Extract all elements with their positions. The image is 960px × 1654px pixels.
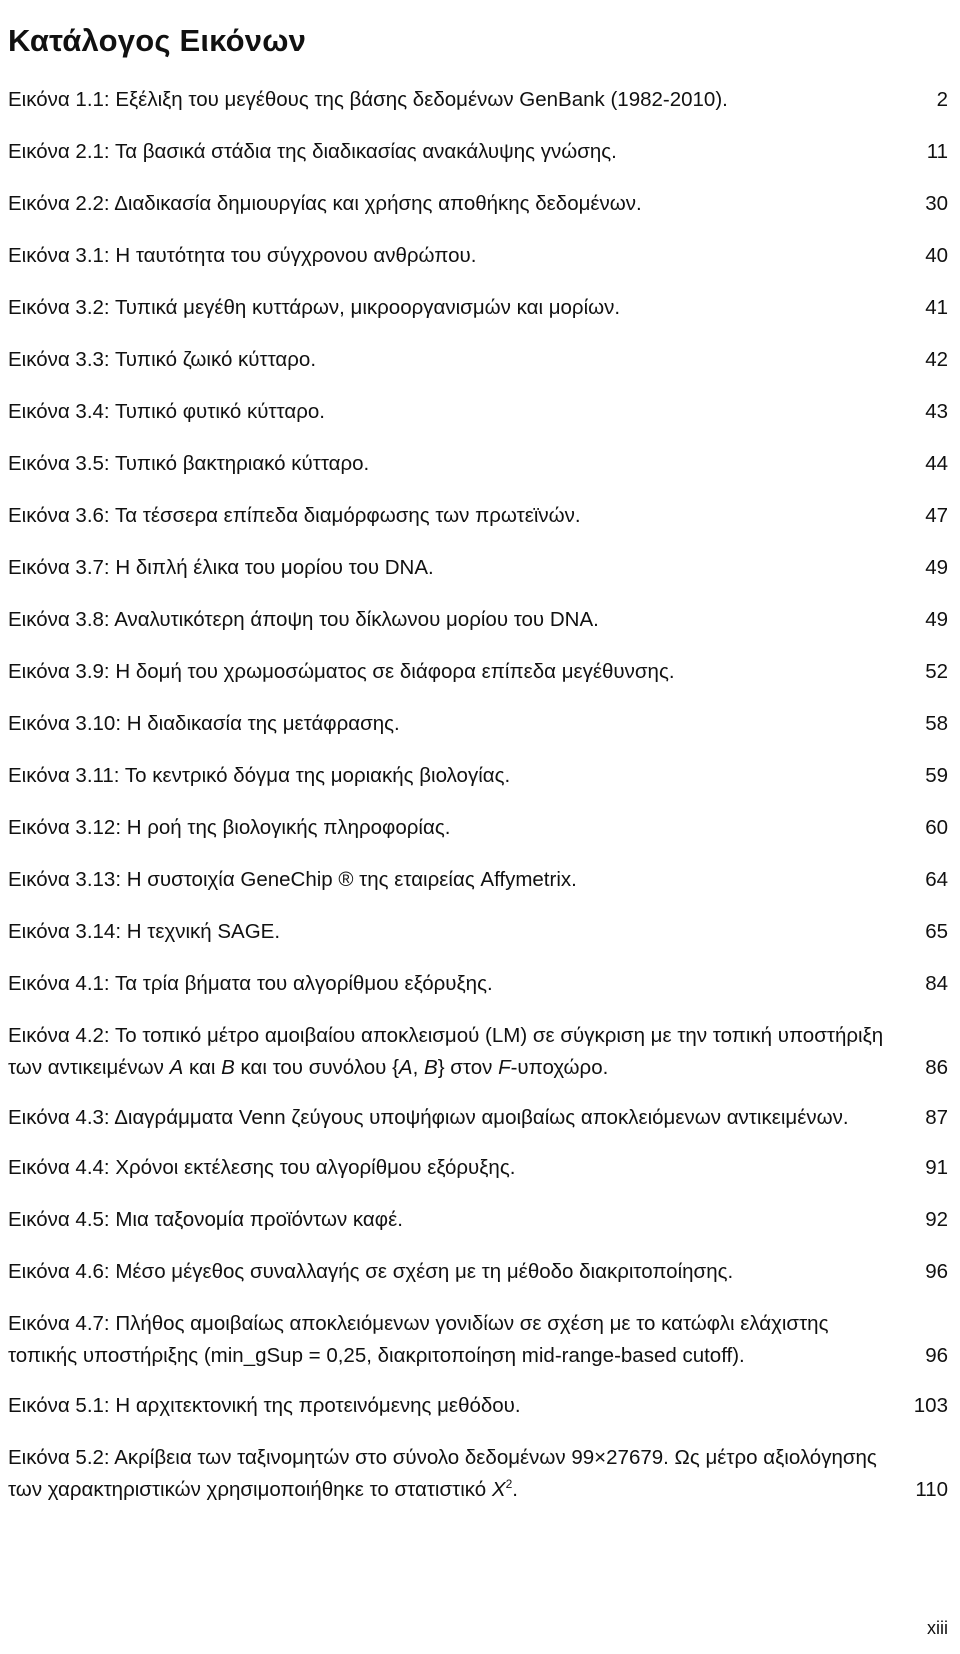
entry-title: Τα βασικά στάδια της διαδικασίας ανακάλυψης γνώσης.	[114, 140, 617, 163]
entry-label: Εικόνα 3.7:	[8, 556, 110, 579]
toc-entry-4-1[interactable]	[8, 968, 948, 1000]
entry-page-number: 42	[925, 348, 948, 371]
toc-entry-3-4[interactable]	[8, 396, 948, 428]
entry-title: Η ροή της βιολογικής πληροφορίας.	[126, 816, 451, 839]
toc-entry-5-1[interactable]	[8, 1390, 948, 1422]
entry-page-number: 47	[925, 504, 948, 527]
toc-entry-4-2[interactable]	[8, 1020, 948, 1084]
entry-page-number: 84	[925, 972, 948, 995]
entry-label: Εικόνα 3.9:	[8, 660, 110, 683]
superscript: 2	[505, 1477, 513, 1491]
entry-label: Εικόνα 3.1:	[8, 244, 110, 267]
toc-entry-3-1[interactable]	[8, 240, 948, 272]
toc-entry-3-13[interactable]	[8, 864, 948, 896]
entry-title: Η συστοιχία GeneChip ® της εταιρείας Affymetrix.	[126, 868, 577, 891]
entry-label: Εικόνα 5.2:	[8, 1446, 110, 1469]
entry-page-number: 41	[925, 296, 948, 319]
entry-title: Τυπικό ζωικό κύτταρο.	[114, 348, 317, 371]
toc-entry-4-6[interactable]	[8, 1256, 948, 1288]
entry-page-number: 65	[925, 920, 948, 943]
toc-entry-2-1[interactable]	[8, 136, 948, 168]
entry-title-part: Ακρίβεια των ταξινομητών στο σύνολο δεδομένων 99×27679. Ως μέτρο αξιολόγησης των χαρακτηριστικών χρησιμοποιήθηκε το στατιστικό	[8, 1446, 877, 1501]
math-variable: A	[398, 1056, 413, 1079]
entry-title-part: .	[512, 1478, 518, 1501]
toc-entry-4-3[interactable]	[8, 1102, 948, 1134]
entry-title: Τυπικό φυτικό κύτταρο.	[114, 400, 325, 423]
entry-page-number: 58	[925, 712, 948, 735]
toc-entry-4-4[interactable]	[8, 1152, 948, 1184]
entry-title: Αναλυτικότερη άποψη του δίκλωνου μορίου του DNA.	[114, 608, 599, 631]
entry-label: Εικόνα 2.2:	[8, 192, 110, 215]
entry-page-number: 43	[925, 400, 948, 423]
entry-label: Εικόνα 4.2:	[8, 1024, 110, 1047]
entry-label: Εικόνα 1.1:	[8, 88, 110, 111]
math-variable: A	[169, 1056, 184, 1079]
toc-entry-3-11[interactable]	[8, 760, 948, 792]
entry-title: Χρόνοι εκτέλεσης του αλγορίθμου εξόρυξης.	[115, 1156, 516, 1179]
entry-title: Τυπικά μεγέθη κυττάρων, μικροοργανισμών και μορίων.	[114, 296, 621, 319]
toc-entry-3-10[interactable]	[8, 708, 948, 740]
entry-page-number: 91	[925, 1156, 948, 1179]
toc-entry-3-3[interactable]	[8, 344, 948, 376]
entry-title-part: και	[183, 1056, 222, 1079]
entry-label: Εικόνα 3.12:	[8, 816, 122, 839]
toc-entry-3-14[interactable]	[8, 916, 948, 948]
entry-page-number: 49	[925, 608, 948, 631]
toc-entry-1-1[interactable]	[8, 84, 948, 116]
entry-title: Διαγράμματα Venn ζεύγους υποψήφιων αμοιβαίως αποκλειόμενων αντικειμένων.	[114, 1106, 849, 1129]
entry-title: Η τεχνική SAGE.	[126, 920, 281, 943]
entry-page-number: 103	[913, 1394, 948, 1417]
entry-label: Εικόνα 3.11:	[8, 764, 120, 787]
entry-page-number: 96	[925, 1344, 948, 1367]
entry-label: Εικόνα 3.5:	[8, 452, 110, 475]
entry-page-number: 86	[925, 1056, 948, 1079]
list-of-figures	[8, 84, 948, 1524]
entry-label: Εικόνα 3.2:	[8, 296, 110, 319]
toc-entry-3-7[interactable]	[8, 552, 948, 584]
entry-title: Το κεντρικό δόγμα της μοριακής βιολογίας.	[124, 764, 511, 787]
entry-title: Τα τέσσερα επίπεδα διαμόρφωσης των πρωτεϊνών.	[114, 504, 581, 527]
entry-title: Η διπλή έλικα του μορίου του DNA.	[115, 556, 434, 579]
entry-title: Μέσο μέγεθος συναλλαγής σε σχέση με τη μέθοδο διακριτοποίησης.	[115, 1260, 734, 1283]
entry-page-number: 87	[925, 1106, 948, 1129]
entry-page-number: 44	[925, 452, 948, 475]
toc-entry-3-8[interactable]	[8, 604, 948, 636]
entry-label: Εικόνα 2.1:	[8, 140, 110, 163]
entry-page-number: 64	[925, 868, 948, 891]
entry-title: Η δομή του χρωμοσώματος σε διάφορα επίπεδα μεγέθυνσης.	[115, 660, 675, 683]
entry-title-part: -υποχώρο.	[510, 1056, 609, 1079]
entry-label: Εικόνα 3.4:	[8, 400, 110, 423]
entry-label: Εικόνα 4.5:	[8, 1208, 110, 1231]
entry-title: Η αρχιτεκτονική της προτεινόμενης μεθόδου.	[115, 1394, 521, 1417]
entry-label: Εικόνα 3.8:	[8, 608, 110, 631]
entry-page-number: 92	[925, 1208, 948, 1231]
toc-entry-5-2[interactable]	[8, 1442, 948, 1506]
toc-entry-3-2[interactable]	[8, 292, 948, 324]
entry-title-part: } στον	[437, 1056, 499, 1079]
entry-page-number: 40	[925, 244, 948, 267]
entry-label: Εικόνα 4.4:	[8, 1156, 110, 1179]
entry-label: Εικόνα 3.13:	[8, 868, 122, 891]
entry-label: Εικόνα 3.3:	[8, 348, 110, 371]
entry-page-number: 96	[925, 1260, 948, 1283]
entry-label: Εικόνα 5.1:	[8, 1394, 110, 1417]
footer-page-number: xiii	[927, 1618, 948, 1638]
entry-label: Εικόνα 3.14:	[8, 920, 122, 943]
entry-title: Τα τρία βήματα του αλγορίθμου εξόρυξης.	[114, 972, 493, 995]
entry-title: Η διαδικασία της μετάφρασης.	[126, 712, 400, 735]
entry-label: Εικόνα 3.6:	[8, 504, 110, 527]
toc-entry-4-7[interactable]	[8, 1308, 948, 1372]
entry-page-number: 110	[915, 1478, 948, 1501]
page-title: Κατάλογος Εικόνων	[8, 22, 307, 58]
math-variable: X	[491, 1478, 506, 1501]
entry-page-number: 30	[925, 192, 948, 215]
toc-entry-3-12[interactable]	[8, 812, 948, 844]
entry-title: Η ταυτότητα του σύγχρονου ανθρώπου.	[115, 244, 477, 267]
entry-title: Τυπικό βακτηριακό κύτταρο.	[114, 452, 370, 475]
entry-page-number: 60	[925, 816, 948, 839]
entry-page-number: 59	[925, 764, 948, 787]
toc-entry-2-2[interactable]	[8, 188, 948, 220]
entry-label: Εικόνα 4.1:	[8, 972, 110, 995]
entry-title: Εξέλιξη του μεγέθους της βάσης δεδομένων GenBank (1982-2010).	[115, 88, 728, 111]
entry-label: Εικόνα 4.3:	[8, 1106, 110, 1129]
entry-title-part: ,	[412, 1056, 425, 1079]
toc-entry-3-5[interactable]	[8, 448, 948, 480]
toc-entry-3-9[interactable]	[8, 656, 948, 688]
entry-label: Εικόνα 3.10:	[8, 712, 122, 735]
toc-entry-4-5[interactable]	[8, 1204, 948, 1236]
entry-title-part: Το τοπικό μέτρο αμοιβαίου αποκλεισμού (LM) σε σύγκριση με την τοπική υποστήριξη των αντικειμένων	[8, 1024, 884, 1079]
math-variable: B	[424, 1056, 438, 1079]
entry-page-number: 11	[926, 140, 948, 163]
entry-title: Διαδικασία δημιουργίας και χρήσης αποθήκης δεδομένων.	[114, 192, 642, 215]
entry-page-number: 52	[925, 660, 948, 683]
entry-title: Πλήθος αμοιβαίως αποκλειόμενων γονιδίων σε σχέση με το κατώφλι ελάχιστης τοπικής υποστήριξης (min_gSup = 0,25, διακριτοποίηση mid-range-based cutoff).	[8, 1312, 829, 1367]
toc-entry-3-6[interactable]	[8, 500, 948, 532]
entry-title: Μια ταξονομία προϊόντων καφέ.	[115, 1208, 403, 1231]
math-variable: B	[221, 1056, 235, 1079]
entry-page-number: 2	[936, 88, 948, 111]
entry-title-part: και του συνόλου {	[234, 1056, 399, 1079]
math-variable: F	[498, 1056, 511, 1079]
entry-label: Εικόνα 4.7:	[8, 1312, 110, 1335]
entry-page-number: 49	[925, 556, 948, 579]
entry-label: Εικόνα 4.6:	[8, 1260, 110, 1283]
